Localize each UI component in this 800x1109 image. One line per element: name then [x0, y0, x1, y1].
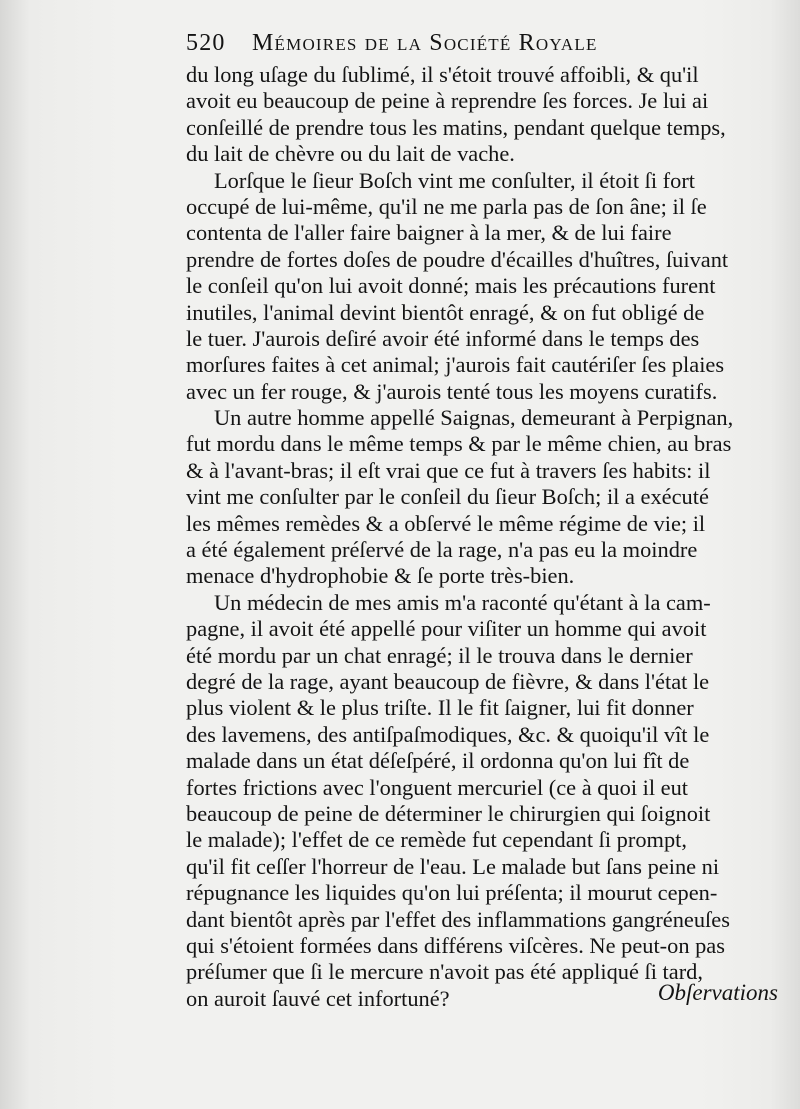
- catchword: Obſervations: [657, 980, 778, 1005]
- text-line: inutiles, l'animal devint bientôt enragé, & on fut obligé de: [186, 299, 705, 325]
- text-line: malade dans un état déſeſpéré, il ordonna qu'on lui fît de: [186, 748, 690, 774]
- text-line: avoit eu beaucoup de peine à reprendre ſes forces. Je lui ai: [186, 88, 709, 114]
- paragraph: [186, 168, 796, 406]
- text-line: degré de la rage, ayant beaucoup de fièvre, & dans l'état le: [186, 668, 710, 694]
- text-line: des lavemens, des antiſpaſmodiques, &c. & quoiqu'il vît le: [186, 721, 710, 747]
- running-title: Mémoires de la Société Royale: [252, 30, 598, 56]
- text-line: on auroit ſauvé cet infortuné?: [186, 985, 450, 1011]
- text-line: Un médecin de mes amis m'a raconté qu'étant à la cam-: [214, 589, 711, 615]
- paragraph: [186, 62, 796, 168]
- text-line: conſeillé de prendre tous les matins, pendant quelque temps,: [186, 114, 726, 140]
- paragraph: [186, 590, 796, 1012]
- text-line: le malade); l'effet de ce remède fut cependant ſi prompt,: [186, 827, 687, 853]
- text-line: dant bientôt après par l'effet des inflammations gangréneuſes: [186, 906, 730, 932]
- text-line: fortes frictions avec l'onguent mercuriel (ce à quoi il eut: [186, 774, 689, 800]
- text-line: fut mordu dans le même temps & par le même chien, au bras: [186, 431, 732, 457]
- text-line: contenta de l'aller faire baigner à la mer, & de lui faire: [186, 220, 672, 246]
- body-text: [186, 62, 796, 1012]
- text-line: le conſeil qu'on lui avoit donné; mais les précautions furent: [186, 273, 716, 299]
- paragraph: [186, 405, 796, 590]
- text-line: qui s'étoient formées dans différens viſcères. Ne peut-on pas: [186, 932, 725, 958]
- text-line: a été également préſervé de la rage, n'a pas eu la moindre: [186, 537, 698, 563]
- text-line: menace d'hydrophobie & ſe porte très-bien.: [186, 563, 575, 589]
- text-line: les mêmes remèdes & a obſervé le même régime de vie; il: [186, 510, 706, 536]
- text-line: préſumer que ſi le mercure n'avoit pas été appliqué ſi tard,: [186, 959, 703, 985]
- text-line: & à l'avant-bras; il eſt vrai que ce fut à travers ſes habits: il: [186, 457, 711, 483]
- text-line: le tuer. J'aurois deſiré avoir été informé dans le temps des: [186, 325, 700, 351]
- page-number: 520: [186, 30, 226, 56]
- text-line: avec un fer rouge, & j'aurois tenté tous les moyens curatifs.: [186, 378, 718, 404]
- page-header: [186, 30, 706, 64]
- text-line: Lorſque le ſieur Boſch vint me conſulter, il étoit ſi fort: [214, 167, 696, 193]
- text-line: beaucoup de peine de déterminer le chirurgien qui ſoignoit: [186, 800, 711, 826]
- text-line: Un autre homme appellé Saignas, demeurant à Perpignan,: [214, 405, 734, 431]
- text-line: répugnance les liquides qu'on lui préſenta; il mourut cepen-: [186, 880, 718, 906]
- text-line: morſures faites à cet animal; j'aurois fait cautériſer ſes plaies: [186, 352, 725, 378]
- text-line: prendre de fortes doſes de poudre d'écailles d'huîtres, ſuivant: [186, 246, 729, 272]
- text-line: du long uſage du ſublimé, il s'étoit trouvé affoibli, & qu'il: [186, 62, 699, 87]
- text-line: vint me conſulter par le conſeil du ſieur Boſch; il a exécuté: [186, 484, 709, 510]
- text-line: été mordu par un chat enragé; il le trouva dans le dernier: [186, 642, 693, 668]
- text-line: plus violent & le plus triſte. Il le fit ſaigner, lui fit donner: [186, 695, 694, 721]
- text-line: qu'il fit ceſſer l'horreur de l'eau. Le malade but ſans peine ni: [186, 853, 720, 879]
- text-line: du lait de chèvre ou du lait de vache.: [186, 141, 515, 167]
- text-line: pagne, il avoit été appellé pour viſiter un homme qui avoit: [186, 616, 707, 642]
- text-line: occupé de lui-même, qu'il ne me parla pas de ſon âne; il ſe: [186, 193, 707, 219]
